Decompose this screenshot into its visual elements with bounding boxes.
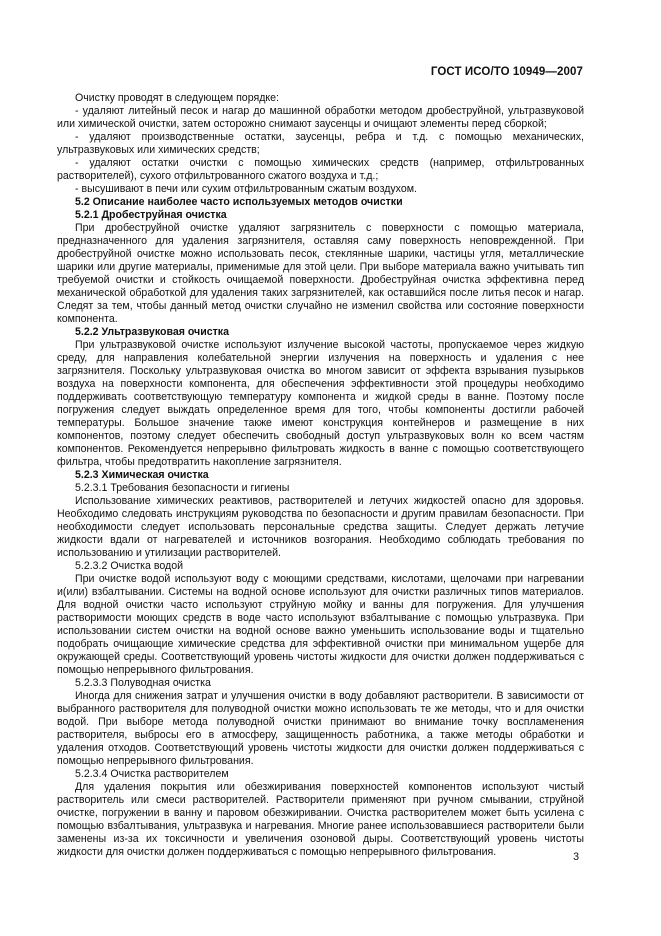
body-paragraph: Иногда для снижения затрат и улучшения очистки в воду добавляют растворители. В зависимости от выбранного растворителя для полуводной очистки можно использовать те же методы, что и для очистки водой. При выборе метода полуводной очистки принимают во внимание точку воспламенения растворителя, выбросы его в атмосферу, защищенность работника, а также методы обработки и удаления отходов. Соответствующий уровень чистоты жидкости для очистки должен поддерживаться с помощью непрерывного фильтрования. (57, 690, 584, 767)
subsection-heading: 5.2.3 Химическая очистка (75, 469, 209, 481)
page-number: 3 (573, 851, 579, 863)
body-paragraph: Для удаления покрытия или обезжиривания поверхностей компонентов используют чистый растворитель или смеси растворителей. Растворители применяют при ручном смывании, струйной очистке, погружении в ванну и паровом обезжиривании. Очистка растворителем может быть усилена с помощью взбалтывания, ультразвука и нагревания. Многие ранее использовавшиеся растворители были заменены из-за их токсичности и увеличения озоновой дыры. Соответствующий уровень чистоты жидкости для очистки должен поддерживаться с помощью непрерывного фильтрования. (57, 781, 584, 858)
list-item: - удаляют литейный песок и нагар до машинной обработки методом дробеструйной, ультразвуковой или химической очистки, затем осторожно снимают заусенцы и очищают элементы перед сборкой; (57, 105, 584, 130)
section-heading: 5.2 Описание наиболее часто используемых методов очистки (75, 196, 403, 208)
clause-heading: 5.2.3.2 Очистка водой (75, 560, 184, 572)
body-paragraph: При ультразвуковой очистке используют излучение высокой частоты, пропускаемое через жидкую среду, для направления колебательной энергии излучения на поверхность и удаления с нее загрязнителя. Поскольку ультразвуковая очистка во многом зависит от эффекта взрывания пузырьков воздуха на поверхности компонента, для обеспечения эффективности этой процедуры необходимо поддерживать соответствующую температуру компонента и жидкой среды в ванне. Поэтому после погружения следует выждать определенное время для того, чтобы компоненты достигли рабочей температуры. Большое значение также имеют конструкция контейнеров и размещение в них компонентов, поэтому следует обеспечить свободный доступ ультразвуковых волн ко всем частям компонентов. Рекомендуется непрерывно фильтровать жидкость в ванне с помощью соответствующего фильтра, чтобы предотвратить накопление загрязнителя. (57, 339, 584, 468)
document-header: ГОСТ ИСО/ТО 10949—2007 (430, 66, 583, 78)
clause-heading: 5.2.3.1 Требования безопасности и гигиены (75, 482, 290, 494)
list-item: - удаляют производственные остатки, заусенцы, ребра и т.д. с помощью механических, ультразвуковых или химических средств; (57, 131, 584, 156)
subsection-heading: 5.2.1 Дробеструйная очистка (75, 209, 227, 221)
body-paragraph: Использование химических реактивов, растворителей и летучих жидкостей опасно для здоровья. Необходимо следовать инструкциям руководства по безопасности и другим правилам безопасности. При необходимости следует использовать персональные средства защиты. Следует держать летучие жидкости вдали от нагревателей и источников возгорания. Необходимо соблюдать требования по использованию и утилизации растворителей. (57, 495, 584, 559)
body-paragraph: При дробеструйной очистке удаляют загрязнитель с поверхности с помощью материала, предназначенного для удаления загрязнителя, оставляя саму поверхность неповрежденной. При дробеструйной очистке можно использовать песок, стеклянные шарики, частицы угля, металлические шарики или другие материалы, применимые для этой цели. При выборе материала важно учитывать тип требуемой очистки и стойкость очищаемой поверхности. Дробеструйная очистка эффективна перед механической обработкой для удаления таких загрязнителей, как оставшийся после литья песок и нагар. Следят за тем, чтобы данный метод очистки случайно не изменил свойства или состояние поверхности компонента. (57, 222, 584, 325)
list-item: - высушивают в печи или сухим отфильтрованным сжатым воздухом. (75, 183, 417, 195)
subsection-heading: 5.2.2 Ультразвуковая очистка (75, 326, 229, 338)
list-item: - удаляют остатки очистки с помощью химических средств (например, отфильтрованных растворителей), сухого отфильтрованного сжатого воздуха и т.д.; (57, 157, 584, 182)
document-body (57, 92, 584, 859)
clause-heading: 5.2.3.3 Полуводная очистка (75, 677, 211, 689)
clause-heading: 5.2.3.4 Очистка растворителем (75, 768, 229, 780)
body-paragraph: При очистке водой используют воду с моющими средствами, кислотами, щелочами при нагревании и(или) взбалтывании. Системы на водной основе используют для очистки различных типов материалов. Для водной очистки часто используют струйную мойку и ванны для погружения. Для улучшения растворимости моющих средств в воде часто используют взбалтывание с помощью ультразвука. При использовании систем очистки на водной основе важно уменьшить использование воды и тщательно подобрать очищающие химические средства для эффективной очистки при минимальном ущербе для окружающей среды. Соответствующий уровень чистоты жидкости для очистки должен поддерживаться с помощью непрерывного фильтрования. (57, 573, 584, 676)
intro-paragraph: Очистку проводят в следующем порядке: (75, 92, 279, 104)
